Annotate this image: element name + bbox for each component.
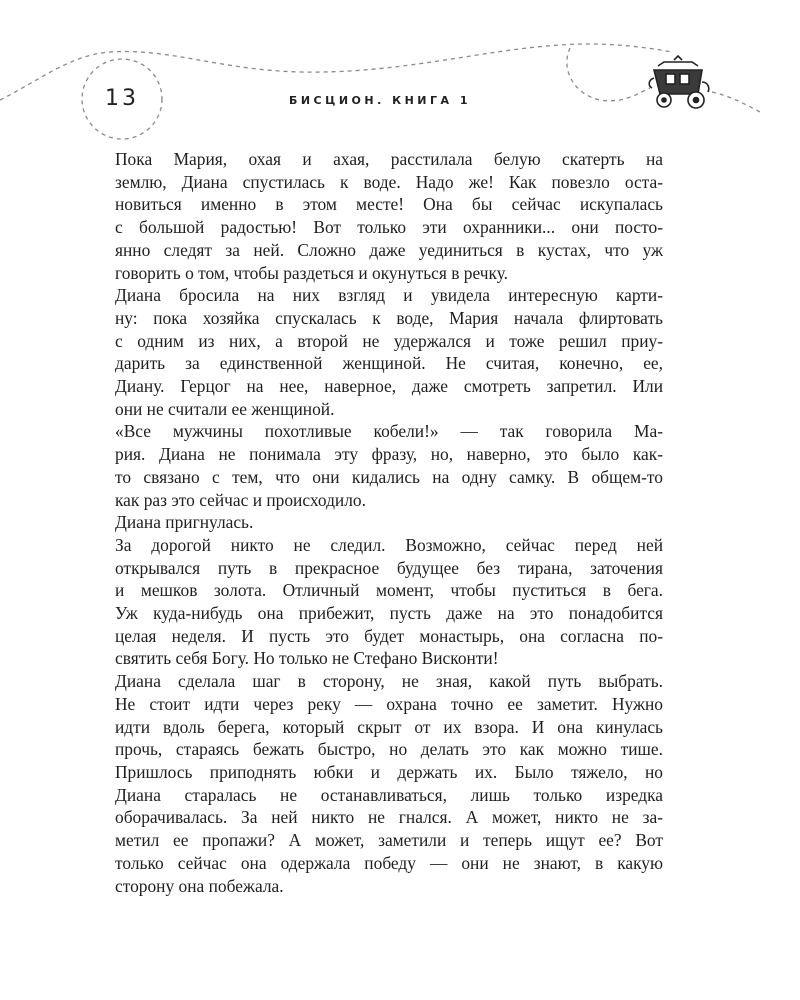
text-line: Уж куда-нибудь она прибежит, пусть даже на это понадобится: [115, 603, 663, 624]
page-number: 13: [105, 86, 139, 111]
text-line: Диана сделала шаг в сторону, не зная, какой путь выбрать.: [115, 671, 663, 692]
text-line: как раз это сейчас и происходило.: [115, 489, 366, 510]
paragraph: [83, 511, 663, 534]
text-line: янно следят за ней. Сложно даже уединиться в кустах, что уж: [115, 239, 663, 260]
text-line: то связано с тем, что они кидались на одну самку. В общем-то: [115, 466, 663, 487]
text-line: говорить о том, чтобы раздеться и окунуться в речку.: [115, 262, 509, 283]
text-line: прочь, стараясь бежать быстро, но делать это как можно тише.: [115, 739, 663, 760]
text-line: дарить за единственной женщиной. Не считая, конечно, ее,: [115, 353, 663, 374]
text-line: только сейчас она одержала победу — они не знают, в какую: [115, 852, 663, 873]
paragraph: [83, 534, 663, 670]
text-line: идти вдоль берега, который скрыт от их взора. И она кинулась: [115, 716, 663, 737]
paragraph: [83, 670, 663, 897]
text-line: ну: пока хозяйка спускалась к воде, Мария начала флиртовать: [115, 307, 663, 328]
text-line: Пока Мария, охая и ахая, расстилала белую скатерть на: [115, 149, 663, 169]
text-line: «Все мужчины похотливые кобели!» — так говорила Ма-: [115, 421, 663, 442]
text-line: открывался путь в прекрасное будущее без тирана, заточения: [115, 557, 663, 578]
header-ornament-line: [0, 0, 800, 160]
text-line: метил ее пропажи? А может, заметили и теперь ищут ее? Вот: [115, 830, 663, 851]
paragraph: [83, 284, 663, 420]
paragraph: [83, 420, 663, 511]
text-line: сторону она побежала.: [115, 875, 284, 896]
text-line: они не считали ее женщиной.: [115, 398, 335, 419]
running-title: БИСЦИОН. КНИГА 1: [288, 94, 472, 107]
text-line: с одним из них, а второй не удержался и тоже решил приу-: [115, 330, 663, 351]
text-line: За дорогой никто не следил. Возможно, сейчас перед ней: [115, 534, 663, 555]
text-line: Диана бросила на них взгляд и увидела интересную карти-: [115, 285, 663, 306]
text-line: Диана пригнулась.: [115, 512, 254, 533]
text-line: Диану. Герцог на нее, наверное, даже смотреть запретил. Или: [115, 376, 663, 397]
body-text: [83, 148, 663, 897]
text-line: целая неделя. И пусть это будет монастырь, она согласна по-: [115, 625, 663, 646]
text-line: рия. Диана не понимала эту фразу, но, наверно, это было как-: [115, 444, 663, 465]
text-line: землю, Диана спустилась к воде. Надо же! Как повезло оста-: [115, 171, 663, 192]
text-line: Пришлось приподнять юбки и держать их. Было тяжело, но: [115, 761, 663, 782]
carriage-icon: [649, 56, 709, 108]
text-line: оборачивалась. За ней никто не гнался. А может, никто не за-: [115, 807, 663, 828]
text-line: с большой радостью! Вот только эти охранники... они посто-: [115, 217, 663, 238]
text-line: Не стоит идти через реку — охрана точно ее заметит. Нужно: [115, 693, 663, 714]
text-line: Диана старалась не останавливаться, лишь только изредка: [115, 784, 663, 805]
paragraph: [83, 148, 663, 284]
text-line: и мешков золота. Отличный момент, чтобы пуститься в бега.: [115, 580, 663, 601]
text-line: новиться именно в этом месте! Она бы сейчас искупалась: [115, 194, 663, 215]
text-line: святить себя Богу. Но только не Стефано Висконти!: [115, 648, 499, 669]
